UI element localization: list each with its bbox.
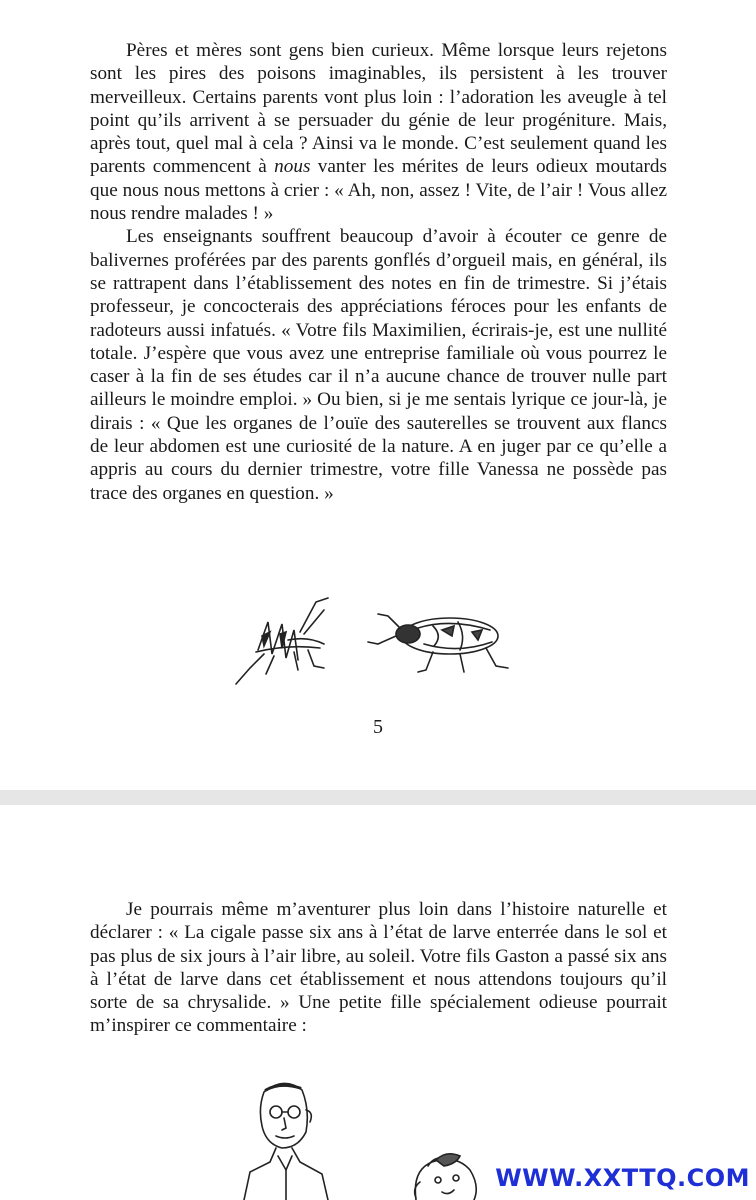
paragraph-1 (90, 39, 667, 225)
page-separator (0, 790, 756, 805)
people-illustration (220, 1070, 520, 1200)
paragraph-2: Les enseignants souffrent beaucoup d’avoir à écouter ce genre de balivernes proférées par des parents gonflés d’orgueil mais, en général, ils se rattrapent dans l’établissement des notes en fin de trimestre. Si j’étais professeur, je concocterais des appréciations féroces pour les enfants de radoteurs aussi infatués. « Votre fils Maximilien, écrirais-je, est une nullité totale. J’espère que vous avez une entreprise familiale où vous pourrez le caser à la fin de ses études car il n’a aucune chance de trouver nulle part ailleurs le moindre emploi. » Ou bien, si je me sentais lyrique ce jour-là, je dirais : « Que les organes de l’ouïe des sauterelles se trouvent aux flancs de leur abdomen est une curiosité de la nature. A en juger par ce qu’elle a appris au cours du dernier trimestre, votre fille Vanessa ne possède pas trace des organes en question. » (90, 226, 667, 504)
paragraph-3: Je pourrais même m’aventurer plus loin dans l’histoire naturelle et déclarer : « La cigale passe six ans à l’état de larve enterrée dans le sol et pas plus de six jours à l’air libre, au soleil. Votre fils Gaston a passé six ans à l’état de larve dans cet établissement et nous attendons toujours qu’il sorte de sa chrysalide. » Une petite fille spécialement odieuse pourrait m’inspirer ce commentaire : (90, 899, 667, 1037)
grasshopper-sketch (236, 598, 328, 684)
page-number: 5 (373, 716, 383, 738)
paragraph-1-emphasis: nous (274, 156, 311, 178)
man-sketch (244, 1083, 328, 1200)
insects-illustration (228, 592, 528, 692)
beetle-sketch (368, 614, 508, 672)
paragraph-1-text-b: vanter les mérites de leurs odieux moutards que nous nous mettons à crier : « Ah, non, assez ! Vite, de l’air ! Vous allez nous rendre malades ! » (90, 156, 667, 225)
page-top-text (90, 39, 667, 505)
watermark-text: WWW.XXTTQ.COM (495, 1164, 750, 1192)
girl-sketch (415, 1154, 477, 1200)
paragraph-1-text-a: Pères et mères sont gens bien curieux. Même lorsque leurs rejetons sont les pires des poisons imaginables, ils persistent à les trouver merveilleux. Certains parents vont plus loin : l’adoration les aveugle à tel point qu’ils arrivent à se persuader du génie de leur progéniture. Mais, après tout, quel mal à cela ? Ainsi va le monde. C’est seulement quand les parents commencent à (90, 40, 667, 178)
page-bottom-text (90, 898, 667, 1038)
